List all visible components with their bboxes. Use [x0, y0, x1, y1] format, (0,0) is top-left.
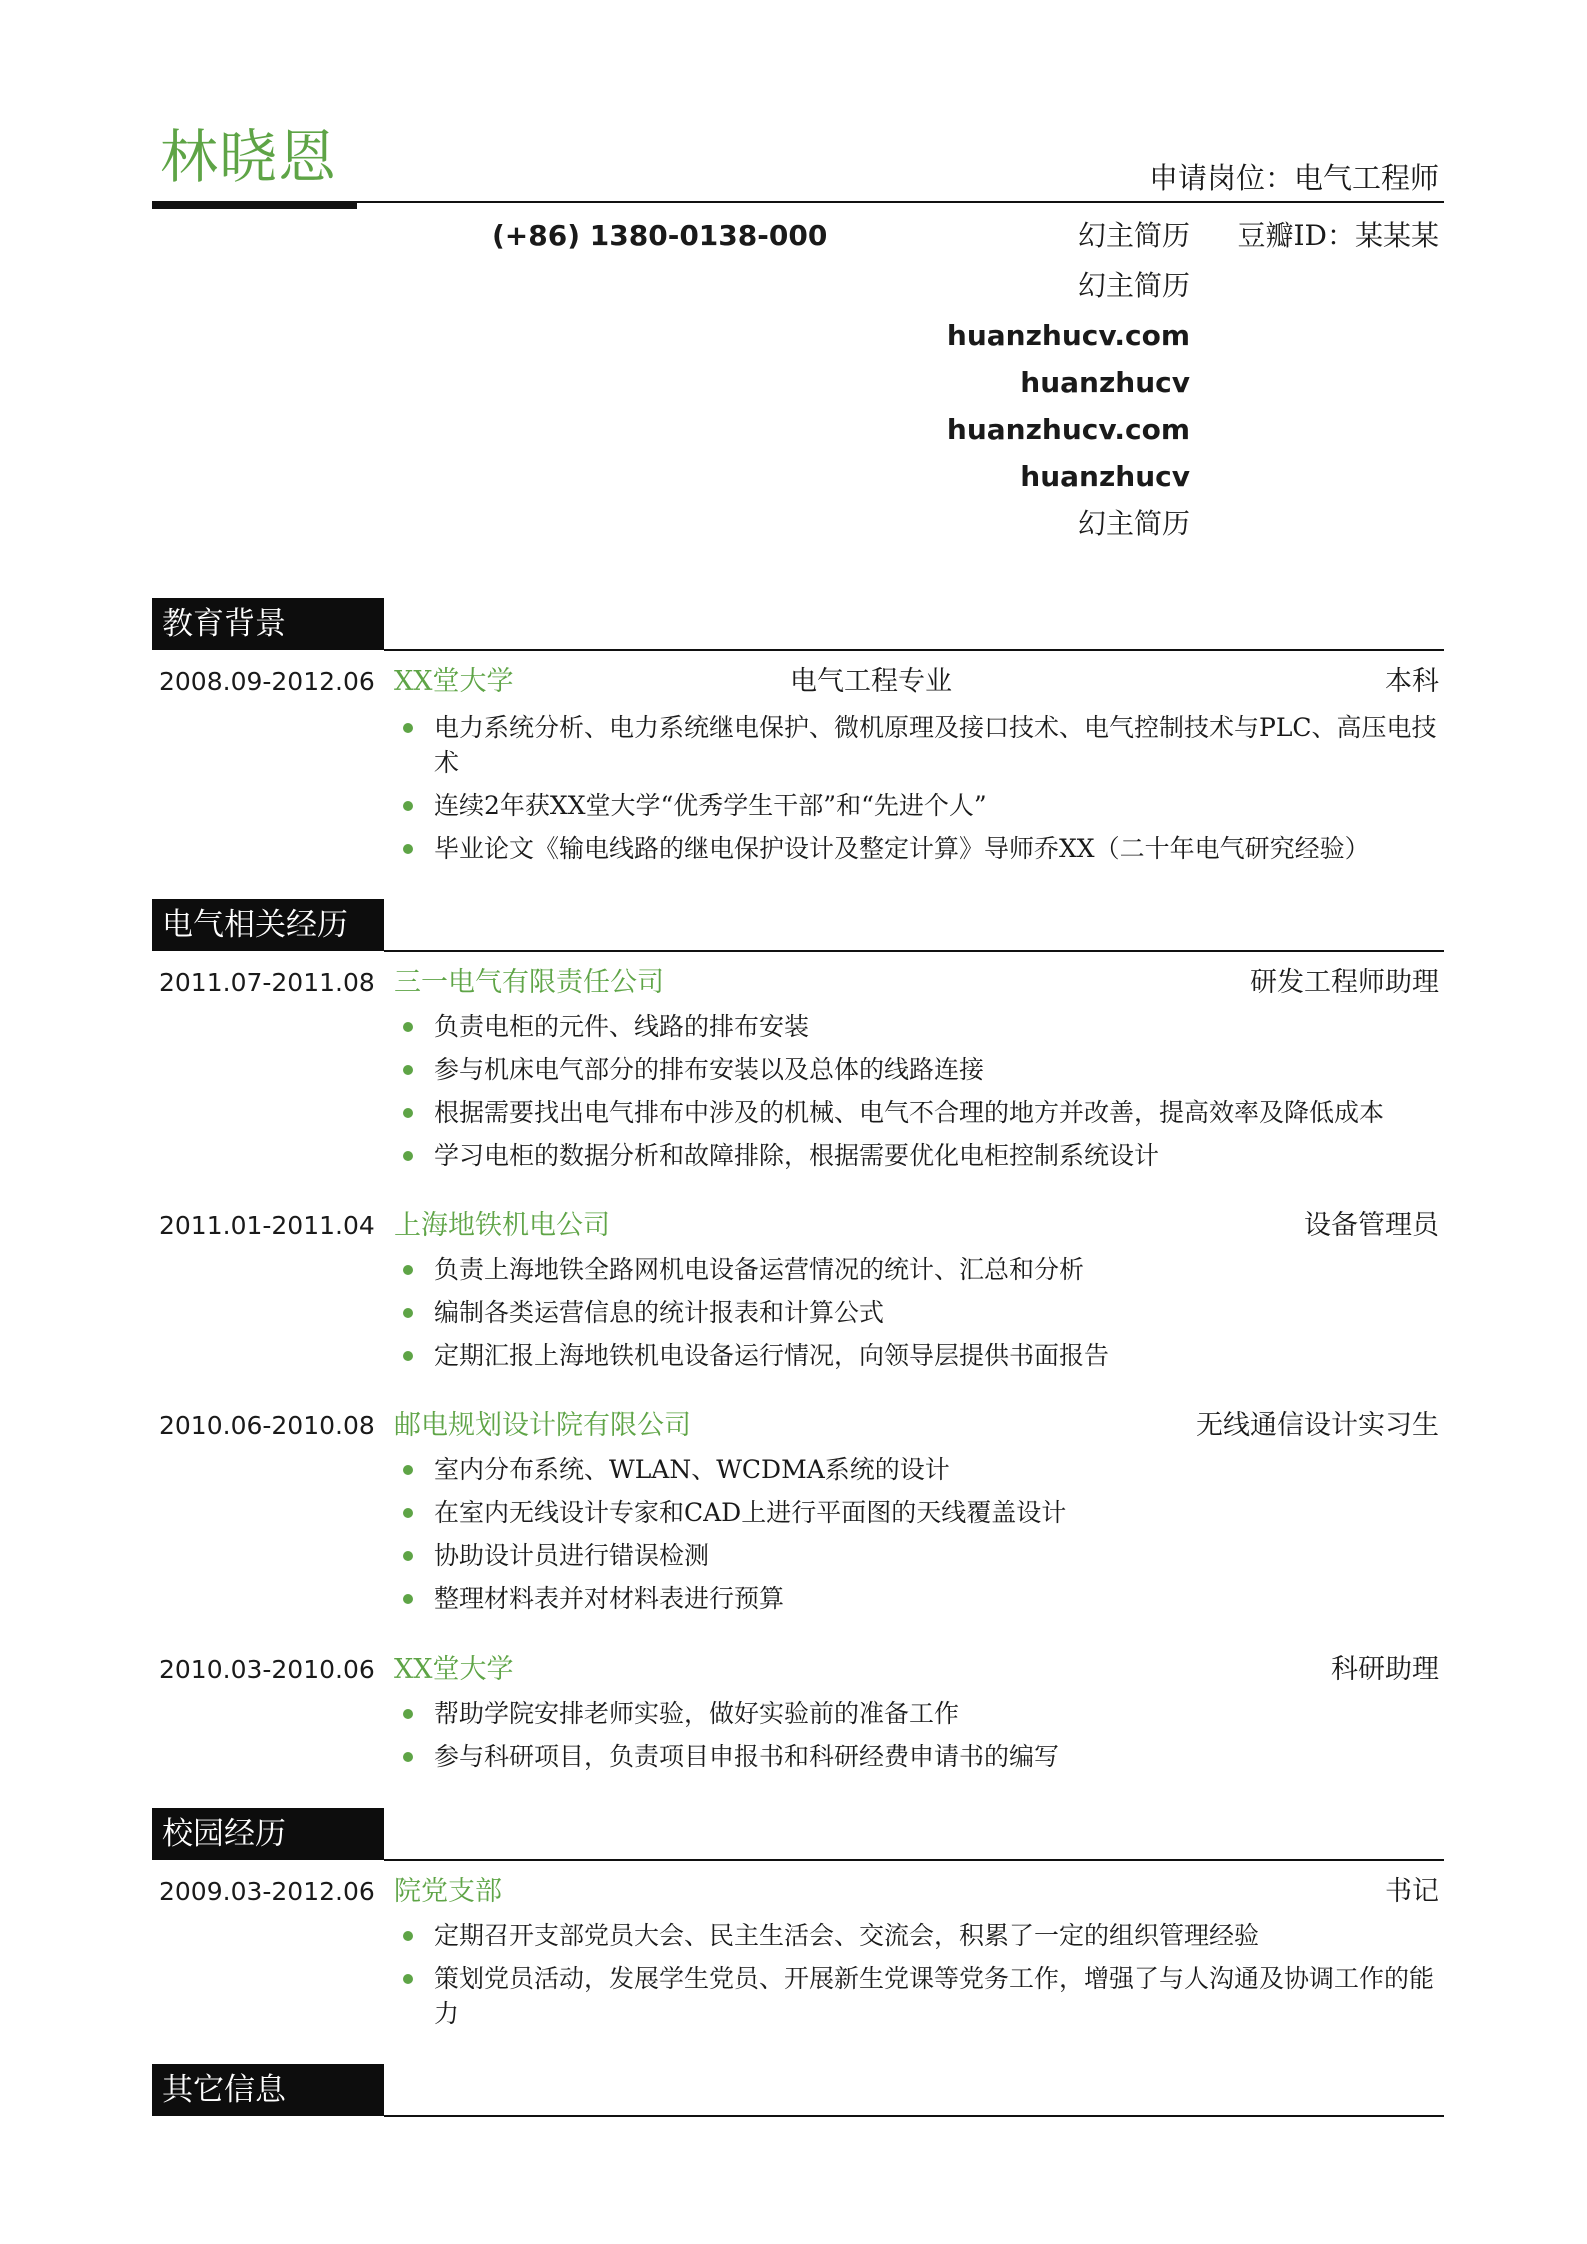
campus-date: 2009.03-2012.06: [159, 1877, 375, 1906]
contact-line-1: 幻主简历: [1077, 219, 1190, 252]
name-underline-bar: [152, 202, 357, 209]
contact-line-4: huanzhucv: [1020, 366, 1190, 399]
section-rule-education: [384, 649, 1444, 651]
list-item: 负责电柜的元件、线路的排布安装: [396, 1009, 1446, 1044]
list-item: 参与机床电气部分的排布安装以及总体的线路连接: [396, 1052, 1446, 1087]
list-item: 学习电柜的数据分析和故障排除，根据需要优化电柜控制系统设计: [396, 1138, 1446, 1173]
education-degree: 本科: [1385, 666, 1439, 697]
experience-company: 三一电气有限责任公司: [394, 967, 664, 998]
list-item: 参与科研项目，负责项目申报书和科研经费申请书的编写: [396, 1739, 1446, 1774]
education-major: 电气工程专业: [790, 666, 952, 697]
list-item: 室内分布系统、WLAN、WCDMA系统的设计: [396, 1452, 1446, 1487]
experience-company: XX堂大学: [394, 1654, 514, 1685]
experience-bullets: [396, 1696, 1446, 1782]
list-item: 协助设计员进行错误检测: [396, 1538, 1446, 1573]
contact-line-3: huanzhucv.com: [946, 319, 1190, 352]
contact-line-5: huanzhucv.com: [946, 413, 1190, 446]
contact-line-2: 幻主简历: [1077, 269, 1190, 302]
experience-bullets: [396, 1452, 1446, 1624]
list-item: 在室内无线设计专家和CAD上进行平面图的天线覆盖设计: [396, 1495, 1446, 1530]
contact-line-6: huanzhucv: [1020, 460, 1190, 493]
list-item: 根据需要找出电气排布中涉及的机械、电气不合理的地方并改善，提高效率及降低成本: [396, 1095, 1446, 1130]
list-item: 定期汇报上海地铁机电设备运行情况，向领导层提供书面报告: [396, 1338, 1446, 1373]
experience-bullets: [396, 1252, 1446, 1381]
experience-role: 设备管理员: [1304, 1210, 1439, 1241]
section-title-campus: 校园经历: [152, 1808, 384, 1860]
section-title-other: 其它信息: [152, 2064, 384, 2116]
education-date: 2008.09-2012.06: [159, 667, 375, 696]
experience-company: 邮电规划设计院有限公司: [394, 1410, 691, 1441]
experience-role: 研发工程师助理: [1250, 967, 1439, 998]
contact-line-7: 幻主简历: [1077, 507, 1190, 540]
section-title-education: 教育背景: [152, 598, 384, 650]
douban-id: 豆瓣ID：某某某: [1237, 219, 1439, 252]
list-item: 编制各类运营信息的统计报表和计算公式: [396, 1295, 1446, 1330]
experience-date: 2010.03-2010.06: [159, 1655, 375, 1684]
section-rule-other: [384, 2115, 1444, 2117]
experience-date: 2011.01-2011.04: [159, 1211, 375, 1240]
list-item: 电力系统分析、电力系统继电保护、微机原理及接口技术、电气控制技术与PLC、高压电技术: [396, 710, 1446, 780]
experience-company: 上海地铁机电公司: [394, 1210, 610, 1241]
list-item: 负责上海地铁全路网机电设备运营情况的统计、汇总和分析: [396, 1252, 1446, 1287]
experience-date: 2010.06-2010.08: [159, 1411, 375, 1440]
section-rule-experience: [384, 950, 1444, 952]
experience-role: 科研助理: [1331, 1654, 1439, 1685]
education-bullets: [396, 710, 1446, 874]
phone-number: (+86) 1380-0138-000: [492, 219, 828, 252]
section-title-experience: 电气相关经历: [152, 899, 384, 951]
campus-bullets: [396, 1918, 1446, 2039]
campus-org: 院党支部: [394, 1876, 502, 1907]
candidate-name: 林晓恩: [160, 123, 338, 191]
section-rule-campus: [384, 1859, 1444, 1861]
experience-role: 无线通信设计实习生: [1196, 1410, 1439, 1441]
apply-position: 申请岗位：电气工程师: [1148, 161, 1439, 195]
list-item: 毕业论文《输电线路的继电保护设计及整定计算》导师乔XX（二十年电气研究经验）: [396, 831, 1446, 866]
education-school: XX堂大学: [394, 666, 514, 697]
experience-date: 2011.07-2011.08: [159, 968, 375, 997]
list-item: 连续2年获XX堂大学“优秀学生干部”和“先进个人”: [396, 788, 1446, 823]
campus-role: 书记: [1385, 1876, 1439, 1907]
list-item: 策划党员活动，发展学生党员、开展新生党课等党务工作，增强了与人沟通及协调工作的能力: [396, 1961, 1446, 2031]
list-item: 帮助学院安排老师实验，做好实验前的准备工作: [396, 1696, 1446, 1731]
experience-bullets: [396, 1009, 1446, 1181]
list-item: 定期召开支部党员大会、民主生活会、交流会，积累了一定的组织管理经验: [396, 1918, 1446, 1953]
list-item: 整理材料表并对材料表进行预算: [396, 1581, 1446, 1616]
